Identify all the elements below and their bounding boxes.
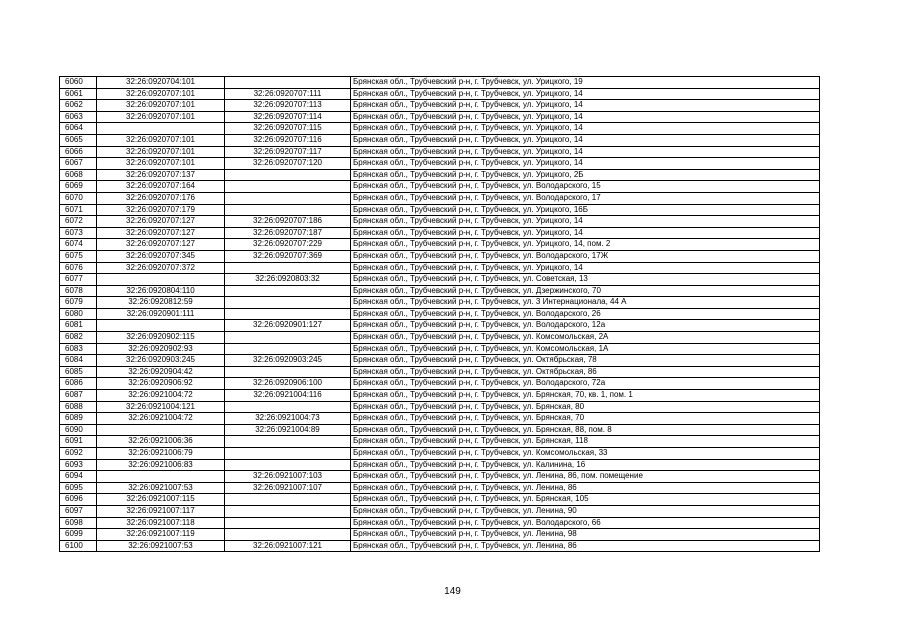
parcel-cadastral-number-cell xyxy=(97,274,225,286)
object-cadastral-number-cell xyxy=(225,448,351,460)
row-number-cell: 6080 xyxy=(60,308,97,320)
parcel-cadastral-number-cell: 32:26:0920902:93 xyxy=(97,343,225,355)
parcel-cadastral-number-cell: 32:26:0920707:137 xyxy=(97,169,225,181)
object-cadastral-number-cell xyxy=(225,494,351,506)
object-cadastral-number-cell xyxy=(225,204,351,216)
object-cadastral-number-cell xyxy=(225,343,351,355)
row-number-cell: 6086 xyxy=(60,378,97,390)
parcel-cadastral-number-cell: 32:26:0920904:42 xyxy=(97,366,225,378)
table-row xyxy=(60,343,820,355)
parcel-cadastral-number-cell: 32:26:0920707:164 xyxy=(97,181,225,193)
object-cadastral-number-cell: 32:26:0920707:229 xyxy=(225,239,351,251)
parcel-cadastral-number-cell: 32:26:0921007:115 xyxy=(97,494,225,506)
object-cadastral-number-cell xyxy=(225,436,351,448)
row-number-cell: 6064 xyxy=(60,123,97,135)
registry-table-body xyxy=(60,77,820,552)
row-number-cell: 6085 xyxy=(60,366,97,378)
table-row xyxy=(60,134,820,146)
address-cell: Брянская обл., Трубчевский р-н, г. Трубчевск, ул. Володарского, 17 xyxy=(351,192,820,204)
table-row xyxy=(60,517,820,529)
object-cadastral-number-cell: 32:26:0921007:121 xyxy=(225,540,351,552)
address-cell: Брянская обл., Трубчевский р-н, г. Трубчевск, ул. Урицкого, 14 xyxy=(351,146,820,158)
table-row xyxy=(60,378,820,390)
object-cadastral-number-cell: 32:26:0920707:115 xyxy=(225,123,351,135)
row-number-cell: 6079 xyxy=(60,297,97,309)
parcel-cadastral-number-cell: 32:26:0920707:101 xyxy=(97,100,225,112)
object-cadastral-number-cell: 32:26:0921007:103 xyxy=(225,471,351,483)
row-number-cell: 6071 xyxy=(60,204,97,216)
address-cell: Брянская обл., Трубчевский р-н, г. Трубчевск, ул. Урицкого, 14 xyxy=(351,111,820,123)
address-cell: Брянская обл., Трубчевский р-н, г. Трубчевск, ул. Урицкого, 14 xyxy=(351,216,820,228)
parcel-cadastral-number-cell: 32:26:0920707:372 xyxy=(97,262,225,274)
table-row xyxy=(60,192,820,204)
table-row xyxy=(60,158,820,170)
parcel-cadastral-number-cell xyxy=(97,123,225,135)
address-cell: Брянская обл., Трубчевский р-н, г. Трубчевск, ул. Комсомольская, 2А xyxy=(351,332,820,344)
parcel-cadastral-number-cell: 32:26:0920902:115 xyxy=(97,332,225,344)
address-cell: Брянская обл., Трубчевский р-н, г. Трубчевск, ул. Урицкого, 14 xyxy=(351,262,820,274)
row-number-cell: 6072 xyxy=(60,216,97,228)
row-number-cell: 6082 xyxy=(60,332,97,344)
address-cell: Брянская обл., Трубчевский р-н, г. Трубчевск, ул. Урицкого, 14 xyxy=(351,123,820,135)
address-cell: Брянская обл., Трубчевский р-н, г. Трубчевск, ул. Брянская, 88, пом. 8 xyxy=(351,424,820,436)
object-cadastral-number-cell xyxy=(225,308,351,320)
parcel-cadastral-number-cell: 32:26:0920707:101 xyxy=(97,88,225,100)
table-row xyxy=(60,77,820,89)
object-cadastral-number-cell: 32:26:0920906:100 xyxy=(225,378,351,390)
row-number-cell: 6090 xyxy=(60,424,97,436)
address-cell: Брянская обл., Трубчевский р-н, г. Трубчевск, ул. Брянская, 105 xyxy=(351,494,820,506)
address-cell: Брянская обл., Трубчевский р-н, г. Трубчевск, ул. Октябрьская, 78 xyxy=(351,355,820,367)
object-cadastral-number-cell: 32:26:0920707:114 xyxy=(225,111,351,123)
parcel-cadastral-number-cell: 32:26:0920707:101 xyxy=(97,134,225,146)
row-number-cell: 6068 xyxy=(60,169,97,181)
table-row xyxy=(60,540,820,552)
object-cadastral-number-cell xyxy=(225,529,351,541)
parcel-cadastral-number-cell: 32:26:0920906:92 xyxy=(97,378,225,390)
table-row xyxy=(60,216,820,228)
parcel-cadastral-number-cell: 32:26:0920707:176 xyxy=(97,192,225,204)
address-cell: Брянская обл., Трубчевский р-н, г. Трубчевск, ул. Советская, 13 xyxy=(351,274,820,286)
table-row xyxy=(60,482,820,494)
object-cadastral-number-cell: 32:26:0920803:32 xyxy=(225,274,351,286)
object-cadastral-number-cell xyxy=(225,517,351,529)
address-cell: Брянская обл., Трубчевский р-н, г. Трубчевск, ул. Урицкого, 14 xyxy=(351,134,820,146)
table-row xyxy=(60,413,820,425)
address-cell: Брянская обл., Трубчевский р-н, г. Трубчевск, ул. Володарского, 26 xyxy=(351,308,820,320)
row-number-cell: 6074 xyxy=(60,239,97,251)
object-cadastral-number-cell xyxy=(225,297,351,309)
parcel-cadastral-number-cell: 32:26:0920901:111 xyxy=(97,308,225,320)
address-cell: Брянская обл., Трубчевский р-н, г. Трубчевск, ул. Урицкого, 14 xyxy=(351,100,820,112)
row-number-cell: 6075 xyxy=(60,250,97,262)
parcel-cadastral-number-cell: 32:26:0921006:36 xyxy=(97,436,225,448)
address-cell: Брянская обл., Трубчевский р-н, г. Трубчевск, ул. Ленина, 86 xyxy=(351,482,820,494)
object-cadastral-number-cell xyxy=(225,401,351,413)
address-cell: Брянская обл., Трубчевский р-н, г. Трубчевск, ул. Урицкого, 2Б xyxy=(351,169,820,181)
object-cadastral-number-cell xyxy=(225,77,351,89)
row-number-cell: 6084 xyxy=(60,355,97,367)
parcel-cadastral-number-cell: 32:26:0921007:119 xyxy=(97,529,225,541)
address-cell: Брянская обл., Трубчевский р-н, г. Трубчевск, ул. Урицкого, 14 xyxy=(351,88,820,100)
object-cadastral-number-cell xyxy=(225,366,351,378)
address-cell: Брянская обл., Трубчевский р-н, г. Трубчевск, ул. Калинина, 16 xyxy=(351,459,820,471)
row-number-cell: 6065 xyxy=(60,134,97,146)
parcel-cadastral-number-cell: 32:26:0921006:83 xyxy=(97,459,225,471)
table-row xyxy=(60,250,820,262)
address-cell: Брянская обл., Трубчевский р-н, г. Трубчевск, ул. Ленина, 98 xyxy=(351,529,820,541)
row-number-cell: 6062 xyxy=(60,100,97,112)
row-number-cell: 6098 xyxy=(60,517,97,529)
row-number-cell: 6061 xyxy=(60,88,97,100)
object-cadastral-number-cell: 32:26:0920707:369 xyxy=(225,250,351,262)
parcel-cadastral-number-cell: 32:26:0920707:127 xyxy=(97,216,225,228)
table-row xyxy=(60,320,820,332)
address-cell: Брянская обл., Трубчевский р-н, г. Трубчевск, ул. Володарского, 17Ж xyxy=(351,250,820,262)
address-cell: Брянская обл., Трубчевский р-н, г. Трубчевск, ул. Ленина, 90 xyxy=(351,505,820,517)
object-cadastral-number-cell: 32:26:0921004:73 xyxy=(225,413,351,425)
address-cell: Брянская обл., Трубчевский р-н, г. Трубчевск, ул. Урицкого, 19 xyxy=(351,77,820,89)
parcel-cadastral-number-cell: 32:26:0921007:53 xyxy=(97,540,225,552)
table-row xyxy=(60,100,820,112)
table-row xyxy=(60,111,820,123)
table-row xyxy=(60,390,820,402)
row-number-cell: 6087 xyxy=(60,390,97,402)
parcel-cadastral-number-cell xyxy=(97,320,225,332)
parcel-cadastral-number-cell xyxy=(97,471,225,483)
table-row xyxy=(60,448,820,460)
parcel-cadastral-number-cell: 32:26:0920707:101 xyxy=(97,111,225,123)
parcel-cadastral-number-cell: 32:26:0921007:117 xyxy=(97,505,225,517)
table-row xyxy=(60,459,820,471)
address-cell: Брянская обл., Трубчевский р-н, г. Трубчевск, ул. Володарского, 12а xyxy=(351,320,820,332)
table-row xyxy=(60,88,820,100)
parcel-cadastral-number-cell: 32:26:0921007:53 xyxy=(97,482,225,494)
table-row xyxy=(60,366,820,378)
parcel-cadastral-number-cell: 32:26:0921007:118 xyxy=(97,517,225,529)
parcel-cadastral-number-cell: 32:26:0920707:101 xyxy=(97,158,225,170)
row-number-cell: 6096 xyxy=(60,494,97,506)
object-cadastral-number-cell: 32:26:0921004:116 xyxy=(225,390,351,402)
parcel-cadastral-number-cell: 32:26:0920812:59 xyxy=(97,297,225,309)
address-cell: Брянская обл., Трубчевский р-н, г. Трубчевск, ул. Комсомольская, 1А xyxy=(351,343,820,355)
object-cadastral-number-cell: 32:26:0920707:111 xyxy=(225,88,351,100)
table-row xyxy=(60,505,820,517)
table-row xyxy=(60,424,820,436)
page-number: 149 xyxy=(444,586,461,597)
parcel-cadastral-number-cell: 32:26:0921006:79 xyxy=(97,448,225,460)
table-row xyxy=(60,297,820,309)
table-row xyxy=(60,262,820,274)
row-number-cell: 6093 xyxy=(60,459,97,471)
row-number-cell: 6067 xyxy=(60,158,97,170)
object-cadastral-number-cell: 32:26:0920707:120 xyxy=(225,158,351,170)
parcel-cadastral-number-cell xyxy=(97,424,225,436)
table-row xyxy=(60,332,820,344)
row-number-cell: 6091 xyxy=(60,436,97,448)
row-number-cell: 6063 xyxy=(60,111,97,123)
parcel-cadastral-number-cell: 32:26:0920707:179 xyxy=(97,204,225,216)
object-cadastral-number-cell xyxy=(225,332,351,344)
address-cell: Брянская обл., Трубчевский р-н, г. Трубчевск, ул. Брянская, 70 xyxy=(351,413,820,425)
table-row xyxy=(60,355,820,367)
table-row xyxy=(60,401,820,413)
row-number-cell: 6076 xyxy=(60,262,97,274)
object-cadastral-number-cell: 32:26:0920903:245 xyxy=(225,355,351,367)
object-cadastral-number-cell xyxy=(225,192,351,204)
row-number-cell: 6097 xyxy=(60,505,97,517)
address-cell: Брянская обл., Трубчевский р-н, г. Трубчевск, ул. Дзержинского, 70 xyxy=(351,285,820,297)
table-row xyxy=(60,285,820,297)
parcel-cadastral-number-cell: 32:26:0920704:101 xyxy=(97,77,225,89)
parcel-cadastral-number-cell: 32:26:0921004:72 xyxy=(97,413,225,425)
row-number-cell: 6100 xyxy=(60,540,97,552)
object-cadastral-number-cell: 32:26:0920707:116 xyxy=(225,134,351,146)
address-cell: Брянская обл., Трубчевский р-н, г. Трубчевск, ул. Ленина, 86, пом. помещение xyxy=(351,471,820,483)
address-cell: Брянская обл., Трубчевский р-н, г. Трубчевск, ул. Брянская, 80 xyxy=(351,401,820,413)
address-cell: Брянская обл., Трубчевский р-н, г. Трубчевск, ул. Урицкого, 14 xyxy=(351,158,820,170)
object-cadastral-number-cell: 32:26:0920901:127 xyxy=(225,320,351,332)
table-row xyxy=(60,204,820,216)
object-cadastral-number-cell xyxy=(225,262,351,274)
object-cadastral-number-cell: 32:26:0920707:117 xyxy=(225,146,351,158)
parcel-cadastral-number-cell: 32:26:0920707:101 xyxy=(97,146,225,158)
table-row xyxy=(60,169,820,181)
object-cadastral-number-cell: 32:26:0921007:107 xyxy=(225,482,351,494)
parcel-cadastral-number-cell: 32:26:0921004:72 xyxy=(97,390,225,402)
object-cadastral-number-cell xyxy=(225,285,351,297)
parcel-cadastral-number-cell: 32:26:0920707:345 xyxy=(97,250,225,262)
object-cadastral-number-cell xyxy=(225,505,351,517)
object-cadastral-number-cell: 32:26:0920707:187 xyxy=(225,227,351,239)
address-cell: Брянская обл., Трубчевский р-н, г. Трубчевск, ул. Урицкого, 14, пом. 2 xyxy=(351,239,820,251)
row-number-cell: 6078 xyxy=(60,285,97,297)
row-number-cell: 6081 xyxy=(60,320,97,332)
row-number-cell: 6083 xyxy=(60,343,97,355)
object-cadastral-number-cell xyxy=(225,169,351,181)
row-number-cell: 6092 xyxy=(60,448,97,460)
row-number-cell: 6088 xyxy=(60,401,97,413)
address-cell: Брянская обл., Трубчевский р-н, г. Трубчевск, ул. Володарского, 66 xyxy=(351,517,820,529)
object-cadastral-number-cell: 32:26:0920707:113 xyxy=(225,100,351,112)
row-number-cell: 6069 xyxy=(60,181,97,193)
row-number-cell: 6094 xyxy=(60,471,97,483)
table-row xyxy=(60,494,820,506)
object-cadastral-number-cell: 32:26:0920707:186 xyxy=(225,216,351,228)
address-cell: Брянская обл., Трубчевский р-н, г. Трубчевск, ул. Октябрьская, 86 xyxy=(351,366,820,378)
table-row xyxy=(60,308,820,320)
registry-table xyxy=(59,76,820,552)
table-row xyxy=(60,181,820,193)
table-row xyxy=(60,123,820,135)
row-number-cell: 6077 xyxy=(60,274,97,286)
address-cell: Брянская обл., Трубчевский р-н, г. Трубчевск, ул. Ленина, 86 xyxy=(351,540,820,552)
address-cell: Брянская обл., Трубчевский р-н, г. Трубчевск, ул. Урицкого, 14 xyxy=(351,227,820,239)
row-number-cell: 6070 xyxy=(60,192,97,204)
table-row xyxy=(60,227,820,239)
parcel-cadastral-number-cell: 32:26:0920903:245 xyxy=(97,355,225,367)
table-row xyxy=(60,529,820,541)
parcel-cadastral-number-cell: 32:26:0920804:110 xyxy=(97,285,225,297)
parcel-cadastral-number-cell: 32:26:0920707:127 xyxy=(97,227,225,239)
row-number-cell: 6099 xyxy=(60,529,97,541)
address-cell: Брянская обл., Трубчевский р-н, г. Трубчевск, ул. Брянская, 118 xyxy=(351,436,820,448)
address-cell: Брянская обл., Трубчевский р-н, г. Трубчевск, ул. Брянская, 70, кв. 1, пом. 1 xyxy=(351,390,820,402)
row-number-cell: 6073 xyxy=(60,227,97,239)
address-cell: Брянская обл., Трубчевский р-н, г. Трубчевск, ул. Володарского, 15 xyxy=(351,181,820,193)
table-row xyxy=(60,436,820,448)
row-number-cell: 6066 xyxy=(60,146,97,158)
table-row xyxy=(60,146,820,158)
parcel-cadastral-number-cell: 32:26:0920707:127 xyxy=(97,239,225,251)
table-row xyxy=(60,471,820,483)
object-cadastral-number-cell xyxy=(225,459,351,471)
address-cell: Брянская обл., Трубчевский р-н, г. Трубчевск, ул. Комсомольская, 33 xyxy=(351,448,820,460)
row-number-cell: 6089 xyxy=(60,413,97,425)
row-number-cell: 6060 xyxy=(60,77,97,89)
address-cell: Брянская обл., Трубчевский р-н, г. Трубчевск, ул. Урицкого, 16Б xyxy=(351,204,820,216)
address-cell: Брянская обл., Трубчевский р-н, г. Трубчевск, ул. Володарского, 72а xyxy=(351,378,820,390)
table-row xyxy=(60,274,820,286)
table-row xyxy=(60,239,820,251)
parcel-cadastral-number-cell: 32:26:0921004:121 xyxy=(97,401,225,413)
row-number-cell: 6095 xyxy=(60,482,97,494)
object-cadastral-number-cell xyxy=(225,181,351,193)
address-cell: Брянская обл., Трубчевский р-н, г. Трубчевск, ул. 3 Интернационала, 44 А xyxy=(351,297,820,309)
object-cadastral-number-cell: 32:26:0921004:89 xyxy=(225,424,351,436)
